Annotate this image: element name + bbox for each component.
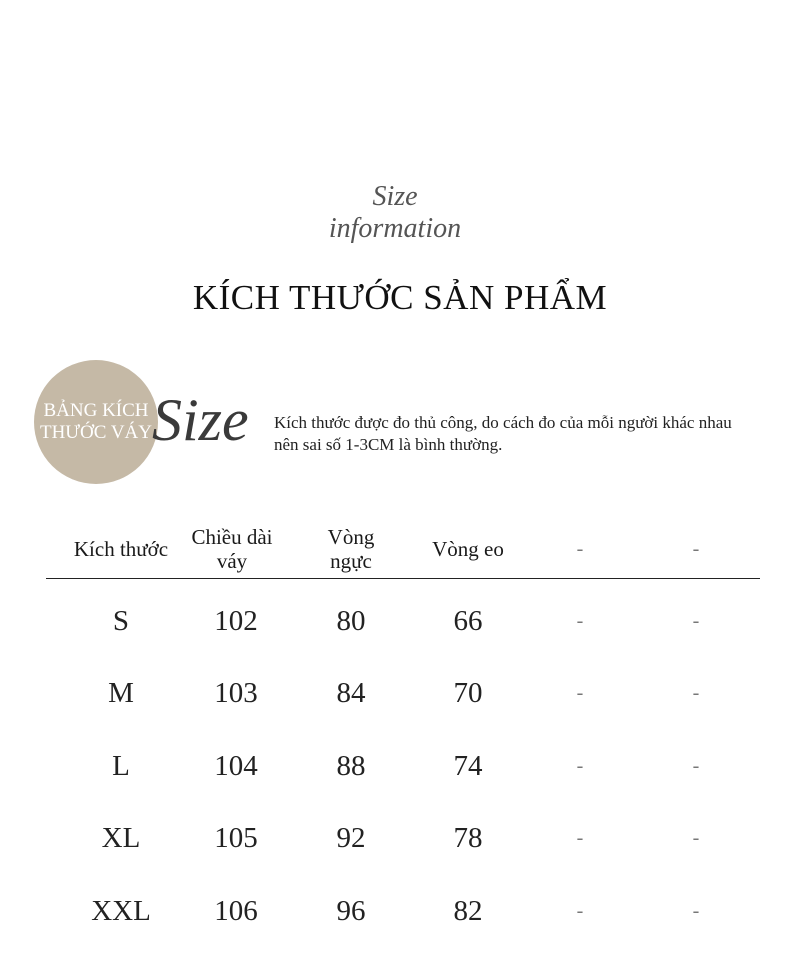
page-title: KÍCH THƯỚC SẢN PHẨM — [192, 278, 608, 317]
cell-empty-2: - — [692, 754, 700, 777]
header-empty-2: - — [692, 538, 700, 560]
header-empty-1: - — [576, 538, 584, 560]
table-row — [46, 730, 760, 803]
size-script-logo: Size — [152, 387, 249, 453]
header-waist: Vòng eo — [432, 537, 504, 561]
table-row — [46, 803, 760, 876]
cell-size: XXL — [91, 894, 151, 927]
table-header — [46, 520, 760, 579]
cell-size: XL — [101, 822, 141, 855]
cell-waist: 66 — [453, 604, 483, 637]
table-row — [46, 585, 760, 658]
cell-dress-length: 103 — [214, 677, 258, 710]
size-table — [46, 520, 760, 948]
cell-dress-length: 105 — [214, 822, 258, 855]
cell-bust: 88 — [336, 749, 366, 782]
table-row — [46, 875, 760, 948]
cell-empty-2: - — [692, 609, 700, 632]
cell-size: L — [112, 749, 130, 782]
cell-empty-1: - — [576, 682, 584, 705]
cell-bust: 92 — [336, 822, 366, 855]
cell-size: M — [108, 677, 134, 710]
cell-dress-length: 104 — [214, 749, 258, 782]
cell-empty-2: - — [692, 899, 700, 922]
header-dress-length: Chiều dài váy — [191, 525, 273, 573]
cell-waist: 70 — [453, 677, 483, 710]
size-chart-badge — [34, 360, 158, 484]
cell-bust: 96 — [336, 894, 366, 927]
cell-empty-1: - — [576, 609, 584, 632]
cell-dress-length: 106 — [214, 894, 258, 927]
header-bust: Vòng ngực — [327, 525, 375, 573]
cell-empty-1: - — [576, 827, 584, 850]
cell-empty-2: - — [692, 827, 700, 850]
cell-bust: 84 — [336, 677, 366, 710]
table-row — [46, 658, 760, 731]
cell-empty-1: - — [576, 754, 584, 777]
measurement-note: Kích thước được đo thủ công, do cách đo của mỗi người khác nhau nên sai số 1-3CM là bình thường. — [274, 413, 732, 454]
information-script-heading: information — [328, 213, 462, 244]
cell-bust: 80 — [336, 604, 366, 637]
cell-empty-2: - — [692, 682, 700, 705]
cell-empty-1: - — [576, 899, 584, 922]
header-size: Kích thước — [73, 537, 169, 561]
badge-label: BẢNG KÍCH THƯỚC VÁY — [39, 400, 153, 443]
cell-dress-length: 102 — [214, 604, 258, 637]
size-script-heading: Size — [372, 181, 418, 212]
cell-size: S — [112, 604, 130, 637]
cell-waist: 78 — [453, 822, 483, 855]
cell-waist: 82 — [453, 894, 483, 927]
cell-waist: 74 — [453, 749, 483, 782]
